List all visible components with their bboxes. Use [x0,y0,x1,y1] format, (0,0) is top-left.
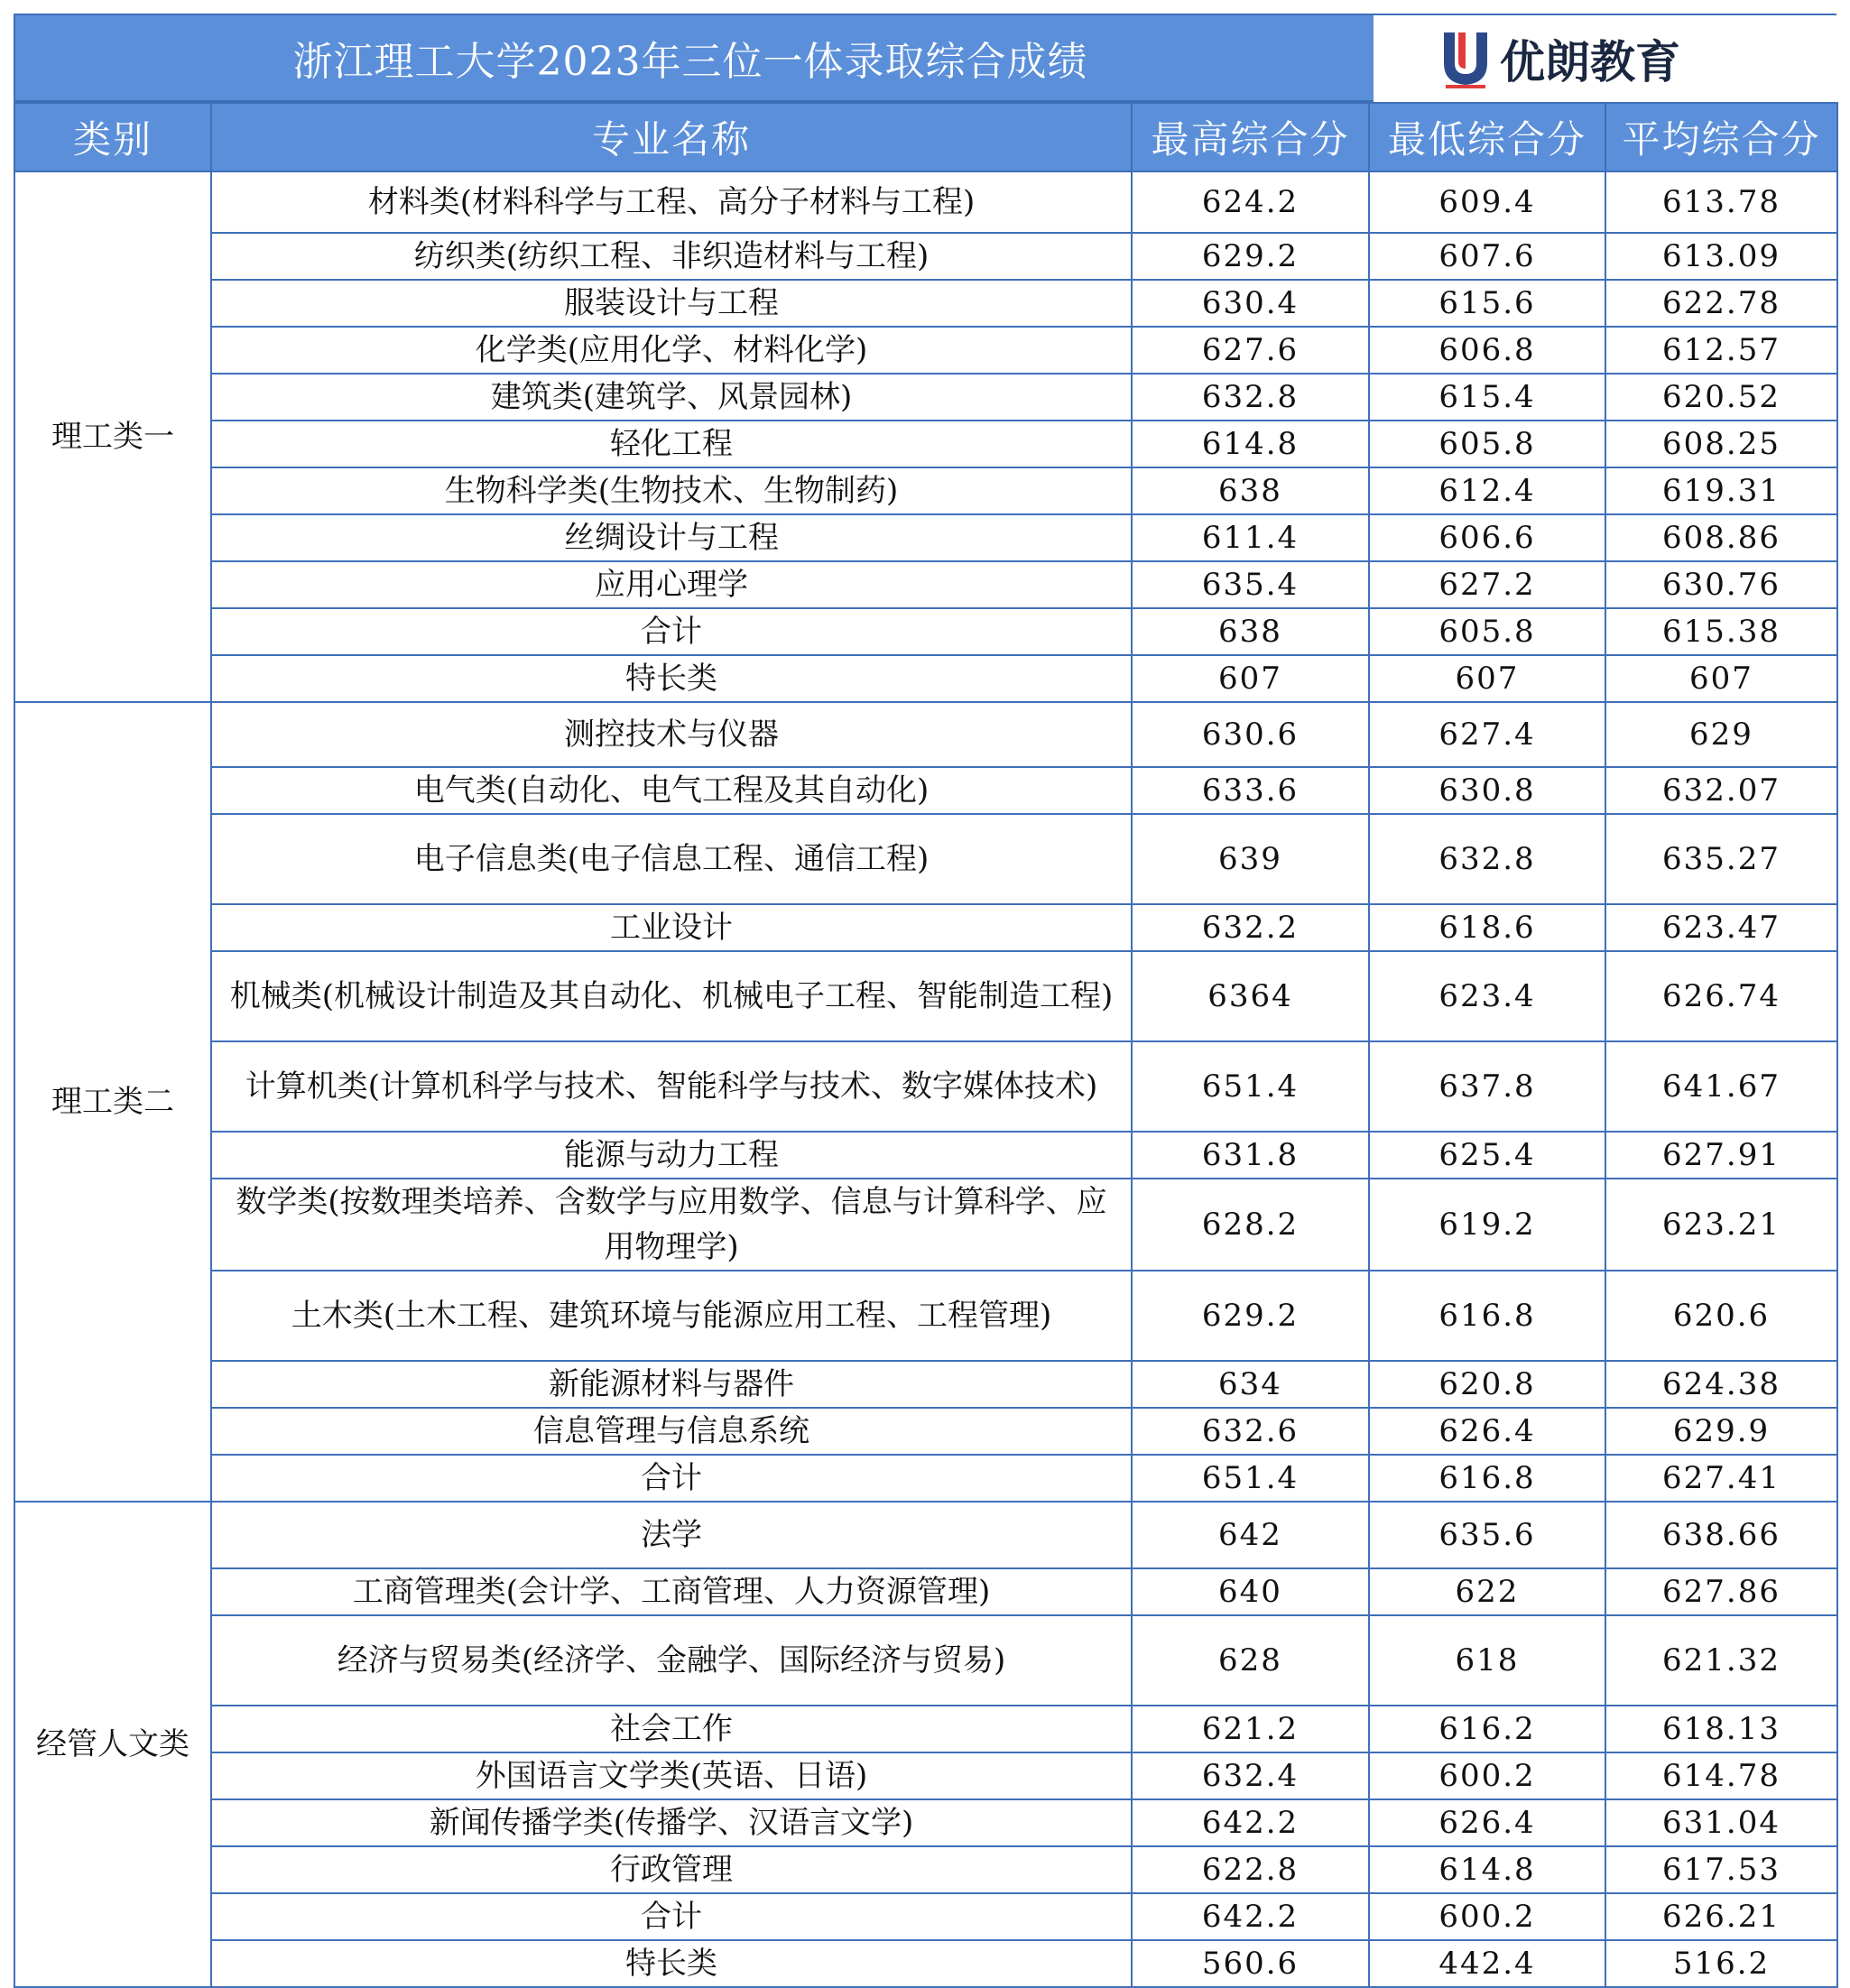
min-score-cell: 632.8 [1369,814,1605,904]
category-cell: 理工类一 [14,171,211,702]
max-score-cell: 651.4 [1132,1455,1369,1502]
min-score-cell: 609.4 [1369,171,1605,233]
max-score-cell: 627.6 [1132,327,1369,374]
major-cell: 纺织类(纺织工程、非织造材料与工程) [211,233,1132,280]
major-cell: 新能源材料与器件 [211,1361,1132,1408]
table-row [14,1502,1837,1568]
min-score-cell: 618 [1369,1615,1605,1706]
min-score-cell: 627.2 [1369,561,1605,608]
avg-score-cell: 638.66 [1605,1502,1837,1568]
max-score-cell: 614.8 [1132,421,1369,467]
min-score-cell: 616.2 [1369,1706,1605,1752]
min-score-cell: 626.4 [1369,1799,1605,1846]
min-score-cell: 614.8 [1369,1846,1605,1893]
min-score-cell: 616.8 [1369,1271,1605,1361]
header-category: 类别 [14,103,211,171]
major-cell: 行政管理 [211,1846,1132,1893]
table-row [14,374,1837,421]
avg-score-cell: 613.09 [1605,233,1837,280]
major-cell: 合计 [211,1893,1132,1940]
major-cell: 能源与动力工程 [211,1132,1132,1179]
brand-name: 优朗教育 [1500,36,1680,88]
max-score-cell: 629.2 [1132,233,1369,280]
min-score-cell: 625.4 [1369,1132,1605,1179]
min-score-cell: 616.8 [1369,1455,1605,1502]
page-title: 浙江理工大学2023年三位一体录取综合成绩 [292,39,1088,85]
major-cell: 应用心理学 [211,561,1132,608]
avg-score-cell: 617.53 [1605,1846,1837,1893]
major-cell: 测控技术与仪器 [211,702,1132,767]
avg-score-cell: 607 [1605,655,1837,702]
table-row [14,1179,1837,1271]
min-score-cell: 615.4 [1369,374,1605,421]
avg-score-cell: 612.57 [1605,327,1837,374]
table-row [14,1799,1837,1846]
min-score-cell: 626.4 [1369,1408,1605,1455]
avg-score-cell: 618.13 [1605,1706,1837,1752]
avg-score-cell: 620.6 [1605,1271,1837,1361]
max-score-cell: 638 [1132,608,1369,655]
major-cell: 土木类(土木工程、建筑环境与能源应用工程、工程管理) [211,1271,1132,1361]
youlang-logo-icon [1437,27,1494,90]
min-score-cell: 615.6 [1369,280,1605,327]
min-score-cell: 630.8 [1369,767,1605,814]
max-score-cell: 630.6 [1132,702,1369,767]
table-row [14,233,1837,280]
major-cell: 社会工作 [211,1706,1132,1752]
avg-score-cell: 624.38 [1605,1361,1837,1408]
table-row [14,561,1837,608]
min-score-cell: 637.8 [1369,1041,1605,1132]
table-row [14,514,1837,561]
header-avg: 平均综合分 [1605,103,1837,171]
max-score-cell: 632.8 [1132,374,1369,421]
avg-score-cell: 631.04 [1605,1799,1837,1846]
avg-score-cell: 623.21 [1605,1179,1837,1271]
major-cell: 信息管理与信息系统 [211,1408,1132,1455]
max-score-cell: 633.6 [1132,767,1369,814]
min-score-cell: 442.4 [1369,1940,1605,1987]
major-cell: 特长类 [211,1940,1132,1987]
avg-score-cell: 614.78 [1605,1752,1837,1799]
max-score-cell: 621.2 [1132,1706,1369,1752]
min-score-cell: 635.6 [1369,1502,1605,1568]
title-bar [14,14,1836,102]
min-score-cell: 600.2 [1369,1893,1605,1940]
max-score-cell: 632.4 [1132,1752,1369,1799]
major-cell: 机械类(机械设计制造及其自动化、机械电子工程、智能制造工程) [211,951,1132,1041]
avg-score-cell: 641.67 [1605,1041,1837,1132]
table-row [14,1752,1837,1799]
table-row [14,1455,1837,1502]
max-score-cell: 628 [1132,1615,1369,1706]
table-row [14,608,1837,655]
table-row [14,655,1837,702]
major-cell: 服装设计与工程 [211,280,1132,327]
avg-score-cell: 627.41 [1605,1455,1837,1502]
max-score-cell: 628.2 [1132,1179,1369,1271]
table-row [14,951,1837,1041]
major-cell: 合计 [211,1455,1132,1502]
min-score-cell: 607.6 [1369,233,1605,280]
min-score-cell: 622 [1369,1568,1605,1615]
avg-score-cell: 632.07 [1605,767,1837,814]
major-cell: 建筑类(建筑学、风景园林) [211,374,1132,421]
table-row [14,1615,1837,1706]
avg-score-cell: 629 [1605,702,1837,767]
major-cell: 工商管理类(会计学、工商管理、人力资源管理) [211,1568,1132,1615]
avg-score-cell: 622.78 [1605,280,1837,327]
header-major: 专业名称 [211,103,1132,171]
table-row [14,904,1837,951]
avg-score-cell: 635.27 [1605,814,1837,904]
avg-score-cell: 619.31 [1605,467,1837,514]
table-row [14,1361,1837,1408]
min-score-cell: 600.2 [1369,1752,1605,1799]
avg-score-cell: 630.76 [1605,561,1837,608]
table-row [14,1408,1837,1455]
table-row [14,280,1837,327]
min-score-cell: 606.8 [1369,327,1605,374]
max-score-cell: 622.8 [1132,1846,1369,1893]
category-cell: 经管人文类 [14,1502,211,1987]
major-cell: 轻化工程 [211,421,1132,467]
score-sheet [14,14,1836,1988]
min-score-cell: 605.8 [1369,421,1605,467]
avg-score-cell: 613.78 [1605,171,1837,233]
major-cell: 化学类(应用化学、材料化学) [211,327,1132,374]
avg-score-cell: 608.86 [1605,514,1837,561]
table-row [14,327,1837,374]
max-score-cell: 651.4 [1132,1041,1369,1132]
major-cell: 外国语言文学类(英语、日语) [211,1752,1132,1799]
table-row [14,1940,1837,1987]
major-cell: 法学 [211,1502,1132,1568]
max-score-cell: 634 [1132,1361,1369,1408]
header-max: 最高综合分 [1132,103,1369,171]
table-row [14,1041,1837,1132]
major-cell: 新闻传播学类(传播学、汉语言文学) [211,1799,1132,1846]
min-score-cell: 612.4 [1369,467,1605,514]
min-score-cell: 627.4 [1369,702,1605,767]
max-score-cell: 639 [1132,814,1369,904]
header-min: 最低综合分 [1369,103,1605,171]
avg-score-cell: 629.9 [1605,1408,1837,1455]
table-row [14,1706,1837,1752]
table-row [14,1568,1837,1615]
max-score-cell: 632.2 [1132,904,1369,951]
min-score-cell: 618.6 [1369,904,1605,951]
avg-score-cell: 615.38 [1605,608,1837,655]
max-score-cell: 631.8 [1132,1132,1369,1179]
avg-score-cell: 621.32 [1605,1615,1837,1706]
category-cell: 理工类二 [14,702,211,1502]
table-row [14,1893,1837,1940]
score-table [14,102,1838,1988]
avg-score-cell: 623.47 [1605,904,1837,951]
max-score-cell: 642.2 [1132,1799,1369,1846]
major-cell: 丝绸设计与工程 [211,514,1132,561]
major-cell: 计算机类(计算机科学与技术、智能科学与技术、数字媒体技术) [211,1041,1132,1132]
avg-score-cell: 516.2 [1605,1940,1837,1987]
avg-score-cell: 627.86 [1605,1568,1837,1615]
max-score-cell: 624.2 [1132,171,1369,233]
avg-score-cell: 626.21 [1605,1893,1837,1940]
max-score-cell: 642.2 [1132,1893,1369,1940]
max-score-cell: 6364 [1132,951,1369,1041]
avg-score-cell: 620.52 [1605,374,1837,421]
max-score-cell: 632.6 [1132,1408,1369,1455]
table-row [14,171,1837,233]
max-score-cell: 607 [1132,655,1369,702]
major-cell: 工业设计 [211,904,1132,951]
major-cell: 经济与贸易类(经济学、金融学、国际经济与贸易) [211,1615,1132,1706]
avg-score-cell: 627.91 [1605,1132,1837,1179]
table-row [14,467,1837,514]
max-score-cell: 642 [1132,1502,1369,1568]
table-row [14,1271,1837,1361]
brand-logo [1374,15,1838,102]
max-score-cell: 629.2 [1132,1271,1369,1361]
max-score-cell: 635.4 [1132,561,1369,608]
table-row [14,1846,1837,1893]
table-row [14,421,1837,467]
max-score-cell: 630.4 [1132,280,1369,327]
min-score-cell: 605.8 [1369,608,1605,655]
major-cell: 合计 [211,608,1132,655]
table-row [14,814,1837,904]
avg-score-cell: 626.74 [1605,951,1837,1041]
table-row [14,767,1837,814]
min-score-cell: 619.2 [1369,1179,1605,1271]
max-score-cell: 638 [1132,467,1369,514]
major-cell: 生物科学类(生物技术、生物制药) [211,467,1132,514]
major-cell: 材料类(材料科学与工程、高分子材料与工程) [211,171,1132,233]
min-score-cell: 623.4 [1369,951,1605,1041]
major-cell: 电气类(自动化、电气工程及其自动化) [211,767,1132,814]
header-row [14,103,1837,171]
table-body [14,171,1837,1987]
min-score-cell: 606.6 [1369,514,1605,561]
major-cell: 特长类 [211,655,1132,702]
major-cell: 电子信息类(电子信息工程、通信工程) [211,814,1132,904]
table-row [14,1132,1837,1179]
major-cell: 数学类(按数理类培养、含数学与应用数学、信息与计算科学、应用物理学) [211,1179,1132,1271]
avg-score-cell: 608.25 [1605,421,1837,467]
max-score-cell: 611.4 [1132,514,1369,561]
min-score-cell: 620.8 [1369,1361,1605,1408]
max-score-cell: 560.6 [1132,1940,1369,1987]
max-score-cell: 640 [1132,1568,1369,1615]
table-row [14,702,1837,767]
min-score-cell: 607 [1369,655,1605,702]
